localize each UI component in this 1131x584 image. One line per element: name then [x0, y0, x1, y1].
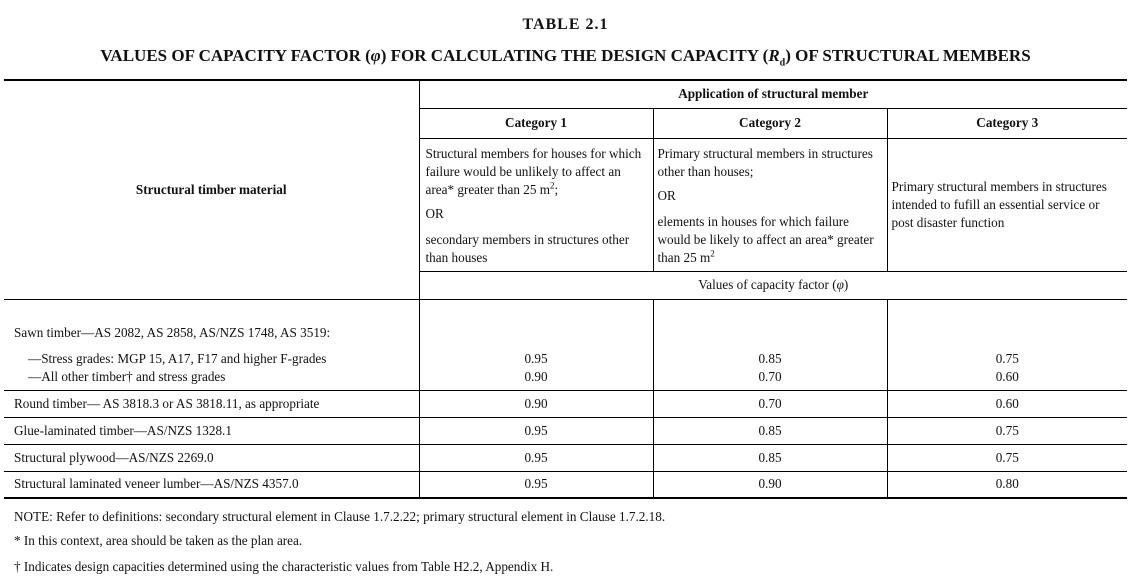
- table-row: [4, 390, 1127, 417]
- category-1-header: Category 1: [419, 108, 653, 138]
- category-1-description: Structural members for houses for which failure would be unlikely to affect an area* greater than 25 $m^2$; OR secondary members in structures other than houses: [419, 138, 653, 271]
- row-label: Structural laminated veneer lumber—AS/NZS 4357.0: [4, 471, 419, 498]
- value-cell: 0.95: [419, 417, 653, 444]
- value-cell: 0.90: [653, 471, 887, 498]
- category-3-header: Category 3: [887, 108, 1127, 138]
- footnote-dagger: † Indicates design capacities determined using the characteristic values from Table H2.2, Appendix H.: [14, 559, 554, 574]
- value-cell: 0.70: [653, 390, 887, 417]
- row-label: Round timber— AS 3818.3 or AS 3818.11, as appropriate: [4, 390, 419, 417]
- value-cell: 0.85: [653, 417, 887, 444]
- table-number: TABLE 2.1: [522, 16, 609, 33]
- sawn-values-category-3: 0.75 0.60: [887, 299, 1127, 390]
- value-cell: 0.90: [419, 390, 653, 417]
- table-row: [4, 417, 1127, 444]
- footnote-star: * In this context, area should be taken as the plan area.: [14, 533, 303, 548]
- table-row: [4, 471, 1127, 498]
- value-cell: 0.95: [419, 444, 653, 471]
- category-2-description: Primary structural members in structures other than houses; OR elements in houses for which failure would be likely to affect an area* greater than 25 $m^2$: [653, 138, 887, 271]
- sawn-values-category-2: 0.85 0.70: [653, 299, 887, 390]
- capacity-factor-table: [4, 79, 1127, 499]
- value-cell: 0.85: [653, 444, 887, 471]
- row-label: Glue-laminated timber—AS/NZS 1328.1: [4, 417, 419, 444]
- value-cell: 0.75: [887, 444, 1127, 471]
- sawn-timber-label: Sawn timber—AS 2082, AS 2858, AS/NZS 1748, AS 3519: —Stress grades: MGP 15, A17, F17 and higher F-grades —All other timber† and stress grades: [4, 299, 419, 390]
- table-row: [4, 444, 1127, 471]
- value-cell: 0.80: [887, 471, 1127, 498]
- note-text: NOTE: Refer to definitions: secondary structural element in Clause 1.7.2.22; primary structural element in Clause 1.7.2.18.: [14, 509, 666, 524]
- value-cell: 0.95: [419, 471, 653, 498]
- sawn-values-category-1: 0.95 0.90: [419, 299, 653, 390]
- category-3-description: Primary structural members in structures intended to fufill an essential service or post disaster function: [887, 138, 1127, 271]
- table-title: VALUES OF CAPACITY FACTOR (φ) FOR CALCULATING THE DESIGN CAPACITY $(R_d)$ OF STRUCTURAL MEMBERS: [100, 46, 1031, 69]
- application-header: Application of structural member: [419, 80, 1127, 108]
- values-caption: Values of capacity factor (φ): [419, 271, 1127, 299]
- category-2-header: Category 2: [653, 108, 887, 138]
- row-label: Structural plywood—AS/NZS 2269.0: [4, 444, 419, 471]
- value-cell: 0.60: [887, 390, 1127, 417]
- value-cell: 0.75: [887, 417, 1127, 444]
- material-header: Structural timber material: [4, 80, 419, 299]
